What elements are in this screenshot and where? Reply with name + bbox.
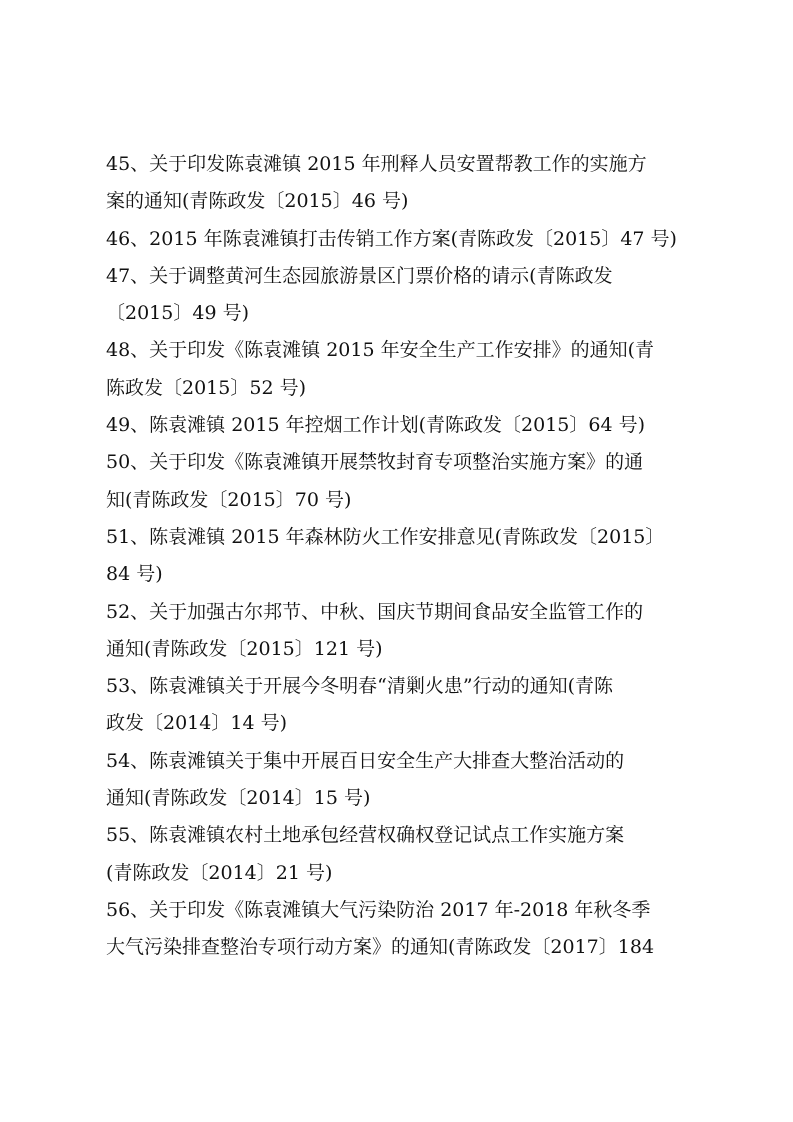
- text-line: 53、陈袁滩镇关于开展今冬明春“清剿火患”行动的通知(青陈: [106, 675, 614, 698]
- text-line: 46、2015 年陈袁滩镇打击传销工作方案(青陈政发〔2015〕47 号): [106, 227, 677, 250]
- text-line: 通知(青陈政发〔2014〕15 号): [106, 787, 371, 810]
- text-line: 50、关于印发《陈袁滩镇开展禁牧封育专项整治实施方案》的通: [106, 451, 644, 474]
- text-line: 48、关于印发《陈袁滩镇 2015 年安全生产工作安排》的通知(青: [106, 339, 655, 362]
- text-line: 通知(青陈政发〔2015〕121 号): [106, 637, 383, 660]
- text-line: 知(青陈政发〔2015〕70 号): [106, 488, 352, 511]
- text-line: 47、关于调整黄河生态园旅游景区门票价格的请示(青陈政发: [106, 264, 613, 287]
- text-line: 〔2015〕49 号): [106, 302, 249, 325]
- text-line: 51、陈袁滩镇 2015 年森林防火工作安排意见(青陈政发〔2015〕: [106, 525, 665, 548]
- text-line: (青陈政发〔2014〕21 号): [106, 861, 333, 884]
- text-line: 45、关于印发陈袁滩镇 2015 年刑释人员安置帮教工作的实施方: [106, 153, 647, 175]
- text-line: 陈政发〔2015〕52 号): [106, 376, 306, 399]
- text-line: 大气污染排查整治专项行动方案》的通知(青陈政发〔2017〕184: [106, 936, 655, 959]
- text-line: 84 号): [106, 563, 163, 586]
- text-line: 49、陈袁滩镇 2015 年控烟工作计划(青陈政发〔2015〕64 号): [106, 414, 646, 437]
- text-line: 54、陈袁滩镇关于集中开展百日安全生产大排查大整治活动的: [106, 749, 625, 772]
- text-line: 52、关于加强古尔邦节、中秋、国庆节期间食品安全监管工作的: [106, 600, 644, 623]
- text-line: 56、关于印发《陈袁滩镇大气污染防治 2017 年-2018 年秋冬季: [106, 898, 651, 921]
- document-body: [106, 146, 698, 967]
- text-line: 案的通知(青陈政发〔2015〕46 号): [106, 190, 409, 213]
- text-line: 55、陈袁滩镇农村土地承包经营权确权登记试点工作实施方案: [106, 824, 625, 847]
- text-line: 政发〔2014〕14 号): [106, 712, 287, 735]
